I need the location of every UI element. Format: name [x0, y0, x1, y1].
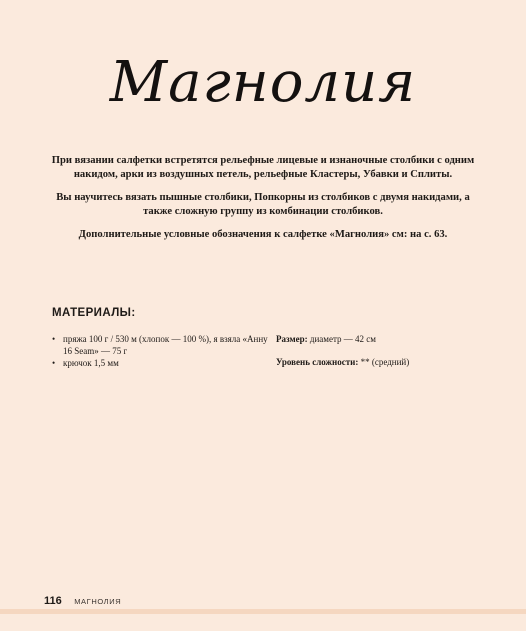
- bullet-icon: •: [52, 334, 56, 344]
- materials-heading: МАТЕРИАЛЫ:: [52, 307, 136, 319]
- list-item-text: пряжа 100 г / 530 м (хлопок — 100 %), я взяла «Анну 16 Seam» — 75 г: [63, 334, 268, 356]
- difficulty-value: ** (средний): [360, 356, 410, 367]
- intro-paragraph: Дополнительные условные обозначения к салфетке «Магнолия» см: на с. 63.: [78, 229, 448, 240]
- section-name: МАГНОЛИЯ: [74, 597, 122, 606]
- difficulty-row: [276, 357, 506, 369]
- list-item-text: крючок 1,5 мм: [63, 358, 119, 368]
- intro-text: [48, 154, 478, 251]
- intro-paragraph: При вязании салфетки встретятся рельефные лицевые и изнаночные столбики с одним накидом, арки из воздушных петель, рельефные Кластеры, Убавки и Сплиты.: [51, 155, 475, 180]
- bottom-band: [0, 609, 526, 614]
- size-label: Размер:: [276, 334, 308, 344]
- bullet-icon: •: [52, 358, 56, 368]
- list-item: [52, 334, 272, 357]
- page-number: 116: [44, 595, 62, 607]
- intro-paragraph: Вы научитесь вязать пышные столбики, Попкорны из столбиков с двумя накидами, а также сложную группу из комбинации столбиков.: [56, 192, 470, 217]
- specs: [276, 334, 506, 379]
- materials-list: [52, 334, 272, 371]
- size-value: диаметр — 42 см: [309, 334, 376, 344]
- list-item: [52, 358, 272, 370]
- size-row: [276, 334, 506, 346]
- difficulty-label: Уровень сложности:: [276, 356, 359, 367]
- page-title: Магнолия: [109, 50, 417, 115]
- page-footer: [44, 591, 121, 609]
